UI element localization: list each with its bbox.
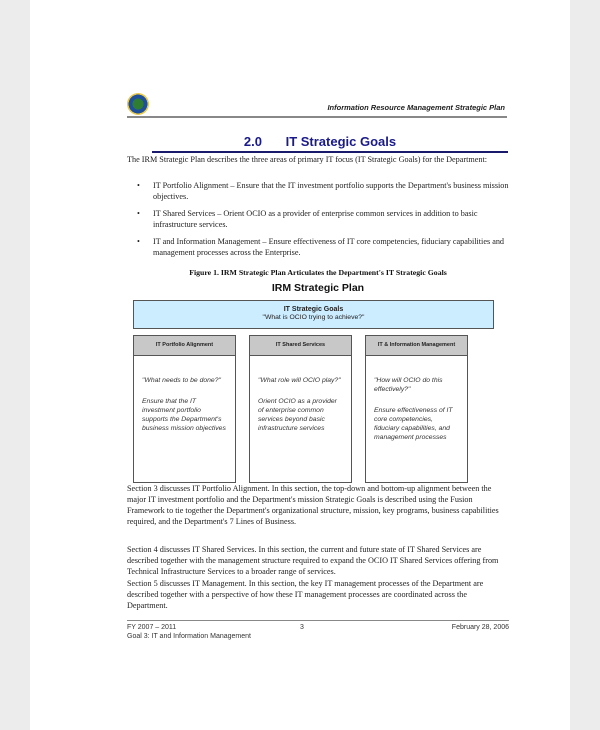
column-description: Orient OCIO as a provider of enterprise common services beyond basic infrastructure services bbox=[258, 398, 337, 432]
goals-box-subtitle: "What is OCIO trying to achieve?" bbox=[262, 314, 365, 321]
section-heading bbox=[170, 134, 470, 149]
title-divider bbox=[152, 151, 508, 153]
bullet-item: • IT Shared Services – Orient OCIO as a provider of enterprise common services in addition to basic infrastructure services. bbox=[127, 208, 509, 230]
column-question: "What role will OCIO play?" bbox=[258, 377, 341, 384]
goals-box-title: IT Strategic Goals bbox=[283, 306, 344, 313]
goal-column-info-management bbox=[365, 335, 468, 483]
figure-caption: Figure 1. IRM Strategic Plan Articulates the Department's IT Strategic Goals bbox=[189, 268, 447, 277]
footer-goal: Goal 3: IT and Information Management bbox=[127, 633, 251, 640]
section-3-paragraph: Section 3 discusses IT Portfolio Alignment. In this section, the top-down and bottom-up alignment between the major IT investment portfolio and the Department's mission Strategic Goals is described using the Fusion Framework to tie together the Department's organizational structure, mission, key programs, business capabilities required, and the Department's 7 Lines of Business. bbox=[127, 484, 499, 526]
column-question: "What needs to be done?" bbox=[142, 377, 221, 384]
diagram-title: IRM Strategic Plan bbox=[271, 282, 365, 294]
footer-fiscal-years: FY 2007 – 2011 bbox=[127, 624, 177, 631]
footer-divider bbox=[127, 620, 509, 621]
strategic-goals-box bbox=[133, 300, 494, 329]
column-header: IT Portfolio Alignment bbox=[134, 336, 235, 356]
department-seal-icon bbox=[127, 93, 149, 115]
column-description: Ensure effectiveness of IT core competencies, fiduciary capabilities, and management processes bbox=[374, 407, 453, 441]
column-question: "How will OCIO do this effectively?" bbox=[374, 377, 443, 393]
column-description: Ensure that the IT investment portfolio supports the Department's business mission objectives bbox=[142, 398, 226, 432]
goal-column-portfolio bbox=[133, 335, 236, 483]
section-number: 2.0 bbox=[243, 134, 262, 149]
footer-page-number: 3 bbox=[300, 624, 304, 631]
running-header: Information Resource Management Strategic Plan bbox=[327, 103, 505, 112]
bullet-item: • IT Portfolio Alignment – Ensure that the IT investment portfolio supports the Department's business mission objectives. bbox=[127, 180, 509, 202]
section-title: IT Strategic Goals bbox=[285, 134, 397, 149]
intro-paragraph: The IRM Strategic Plan describes the three areas of primary IT focus (IT Strategic Goals) for the Department: bbox=[127, 155, 488, 164]
section-5-paragraph: Section 5 discusses IT Management. In this section, the key IT management processes of the Department are described together with a perspective of how these IT management processes are coordinated across the Department. bbox=[127, 579, 484, 610]
section-4-paragraph: Section 4 discusses IT Shared Services. In this section, the current and future state of IT Shared Services are described together with the management structure required to expand the OCIO IT Shared Services offering from Technical Infrastructure Services to a broader range of services. bbox=[127, 545, 499, 576]
document-page bbox=[30, 0, 570, 730]
goal-column-shared-services bbox=[249, 335, 352, 483]
bullet-item: • IT and Information Management – Ensure effectiveness of IT core competencies, fiduciary capabilities and management processes across the Enterprise. bbox=[127, 236, 509, 258]
header-divider bbox=[127, 116, 507, 118]
column-header: IT & Information Management bbox=[366, 336, 467, 356]
goals-bullet-list bbox=[127, 180, 509, 264]
footer-date: February 28, 2006 bbox=[451, 624, 509, 631]
column-header: IT Shared Services bbox=[250, 336, 351, 356]
